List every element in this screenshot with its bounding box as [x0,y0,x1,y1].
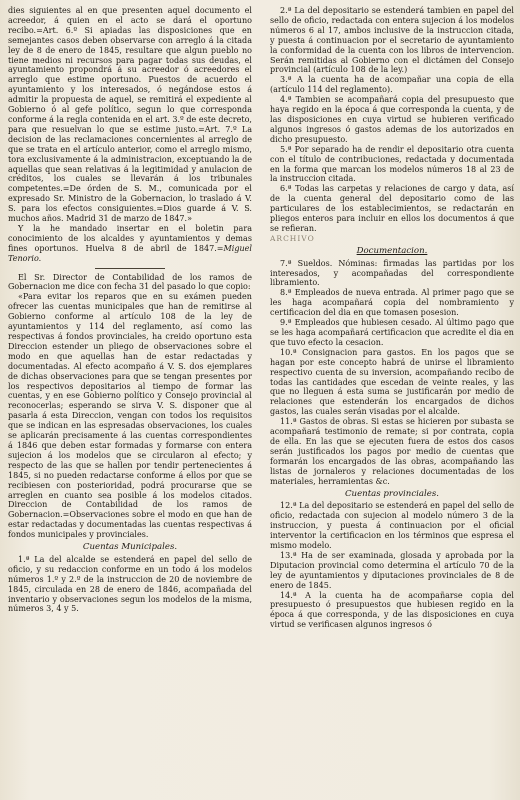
rule-14-paragraph: 14.ª A la cuenta ha de acompañarse copia del presupuesto ó presupuestos que hubiesen regido en la época á que corresponda, y de las disposiciones en cuya virtud se verificasen algunos ingresos ó [270,590,514,630]
documentation-heading [270,247,514,257]
archive-stamp-text: ARCHIVO [270,233,315,243]
rule-4-paragraph: 4.ª Tambien se acompañará copia del presupuesto que haya regido en la época á que corresponda la cuenta, y de las disposiciones en cuya virtud se hubieren verificado algunos ingresos ó gastos ademas de los autorizados en dicho presupuesto. [270,95,514,144]
rule-1-paragraph: 1.ª La del alcalde se estenderá en papel del sello de oficio, y su redaccion conforme en un todo á los modelos números 1.º y 2.º de la instruccion de 20 de noviembre de 1845, circulada en 28 de enero de 1846, acompañada del inventario y observaciones segun los modelos de la misma, números 3, 4 y 5. [8,554,252,614]
observations-paragraph: «Para evitar los reparos que en su exámen pueden ofrecer las cuentas municipales que han de remitirse al Gobierno conforme al artículo 108 de la ley de ayuntamientos y 114 del reglamento, así como las respectivas á fondos provinciales, ha creido oportuno esta Direccion estender un pliego de observaciones sobre el modo en que aquellas han de estar redactadas y documentadas. Al efecto acompaño á V. S. dos ejemplares de dichas observaciones para que se tengan presentes por los respectivos depositarios al tiempo de formar las cuentas, y en ese Gobierno político y Consejo provincial al reconocerlas; esperando se sirva V. S. disponer que al pasarla á esta Direccion, vengan con todos los requisitos que se indican en las espresadas observaciones, los cuales se aplicarán precisamente á las cuentas correspondientes á 1846 que deben estar formadas y formarse con entera sujecion á los modelos que se circularon al efecto; y respecto de las que se hallen por tendir pertenecientes á 1845, si no pueden redactarse conforme á ellos por que se recibiesen con posterioridad, podrá procurarse que se arreglen en cuanto sea posible á los modelos citados. Direccion de Contabilidad de los ramos de Gobernacion.=Observaciones sobre el modo en que han de estar redactadas y documentadas las cuentas respectivas á fondos municipales y provinciales. [8,292,252,540]
director-intro-paragraph: El Sr. Director de Contabilidad de los ramos de Gobernacion me dice con fecha 31 del pasado lo que copio: [8,272,252,292]
provincial-accounts-heading: Cuentas provinciales. [344,488,440,499]
rule-9-paragraph: 9.ª Empleados que hubiesen cesado. Al último pago que se les haga acompañará certificacion que acredite el dia en que tuvo efecto la cesacion. [270,318,514,347]
municipal-accounts-heading: Cuentas Municipales. [82,542,178,553]
rule-8-paragraph: 8.ª Empleados de nueva entrada. Al primer pago que se les haga acompañará copia del nombramiento y certificacion del dia en que tomasen posesion. [270,288,514,318]
publication-order-text: Y la he mandado insertar en el boletin para conocimiento de los alcaldes y ayuntamientos y demas fines oportunos. Huelva 8 de abril de 1847.= [8,223,252,253]
rule-2-paragraph: 2.ª La del depositario se estenderá tambien en papel del sello de oficio, redactada con entera sujecion á los modelos números 6 al 17, ambos inclusive de la instruccion citada, y puesta á continuacion por el secretario de ayuntamiento la conformidad de la cuenta con los libros de intervencion. Serán remitidas al Gobierno con el dictámen del Consejo provincial (artículo 108 de la ley.) [270,6,514,75]
right-column [270,6,514,796]
rule-3-paragraph: 3.ª A la cuenta ha de acompañar una copia de ella (artículo 114 del reglamento). [270,75,514,95]
rule-12-paragraph: 12.ª La del depositario se estenderá en papel del sello de oficio, redactada con sujecion al modelo número 3 de la instruccion, y puesta á continuacion por el oficial interventor la certificacion en los términos que espresa el mismo modelo. [270,501,514,551]
publication-order-paragraph [8,224,252,264]
governor-signature: Miguel Tenorio. [8,243,252,263]
rule-11-paragraph: 11.ª Gastos de obras. Si estas se hicieren por subasta se acompañará testimonio de remate; si por contrata, copia de ella. En las que se ejecuten fuera de estos dos casos serán justificados los pagos por medio de cuentas que formarán los encargados de las obras, acompañando las listas de jornaleros y relaciones documentadas de los materiales, herramientas &c. [270,417,514,486]
rule-6-paragraph: 6.ª Todas las carpetas y relaciones de cargo y data, así de la cuenta general del depositario como de las particulares de los establecimientos, se redactarán en pliegos enteros para incluir en ellos los documentos á que se refieran. [270,184,514,233]
documentation-heading-text: Documentacion. [356,245,428,256]
decree-continuation-paragraph: dies siguientes al en que presenten aquel documento el acreedor, á quien en el acto se dará el oportuno recibo.=Art. 6.º Si apiadas las disposiciones que en semejantes casos deben observarse con arreglo á la citada ley de 8 de enero de 1845, resultare que algun pueblo no tiene medios ni recursos para pagar todas sus deudas, el ayuntamiento propondrá á su acreedor ó acreedores el arreglo que estime oportuno. Puestos de acuerdo el ayuntamiento y los interesados, ó negándose estos á admitir la propuesta de aquel, se remitirá el expediente al Gobierno ó al gefe político, segun lo que corresponda conforme á la regla contenida en el art. 3.º de este decreto, para que resuelvan lo que se estime justo.=Art. 7.º La decision de las reclamaciones concernientes al arreglo de que se trata en el artículo anterior, como el arreglo mismo, tora exclusivamente á la administracion, exceptuando la de aquellas que sean relativas á la legitimidad y anulacion de créditos, los cuales se llevarán á los tribunales competentes.=De órden de S. M., comunicada por el expresado Sr. Ministro de la Gobernacion, lo traslado á V. S. para los efectos consiguientes.=Dios guarde á V. S. muchos años. Madrid 31 de marzo de 1847.» [8,6,252,224]
rule-10-paragraph: 10.ª Consignacion para gastos. En los pagos que se hagan por este concepto habrá de unirse el libramiento respectivo cuenta de su inversion, acompañando recibo de todas las cantidades que escedan de veinte reales, y las que no lleguen á esta suma se justificarán por medio de relaciones que estenderán los encargados de dichos gastos, las cuales serán visadas por el alcalde. [270,347,514,417]
section-divider [95,268,165,269]
rule-5-paragraph: 5.ª Por separado ha de rendir el depositario otra cuenta con el título de contribuciones, redactada y documentada en la forma que marcan los modelos números 18 al 23 de la instruccion citada. [270,144,514,184]
left-column [8,6,252,796]
rule-7-paragraph: 7.ª Sueldos. Nóminas: firmadas las partidas por los interesados, y acompañadas del correspondiente libramiento. [270,258,514,288]
rule-13-paragraph: 13.ª Ha de ser examinada, glosada y aprobada por la Diputacion provincial como determina el artículo 70 de la ley de ayuntamientos y diputaciones provinciales de 8 de enero de 1845. [270,550,514,590]
